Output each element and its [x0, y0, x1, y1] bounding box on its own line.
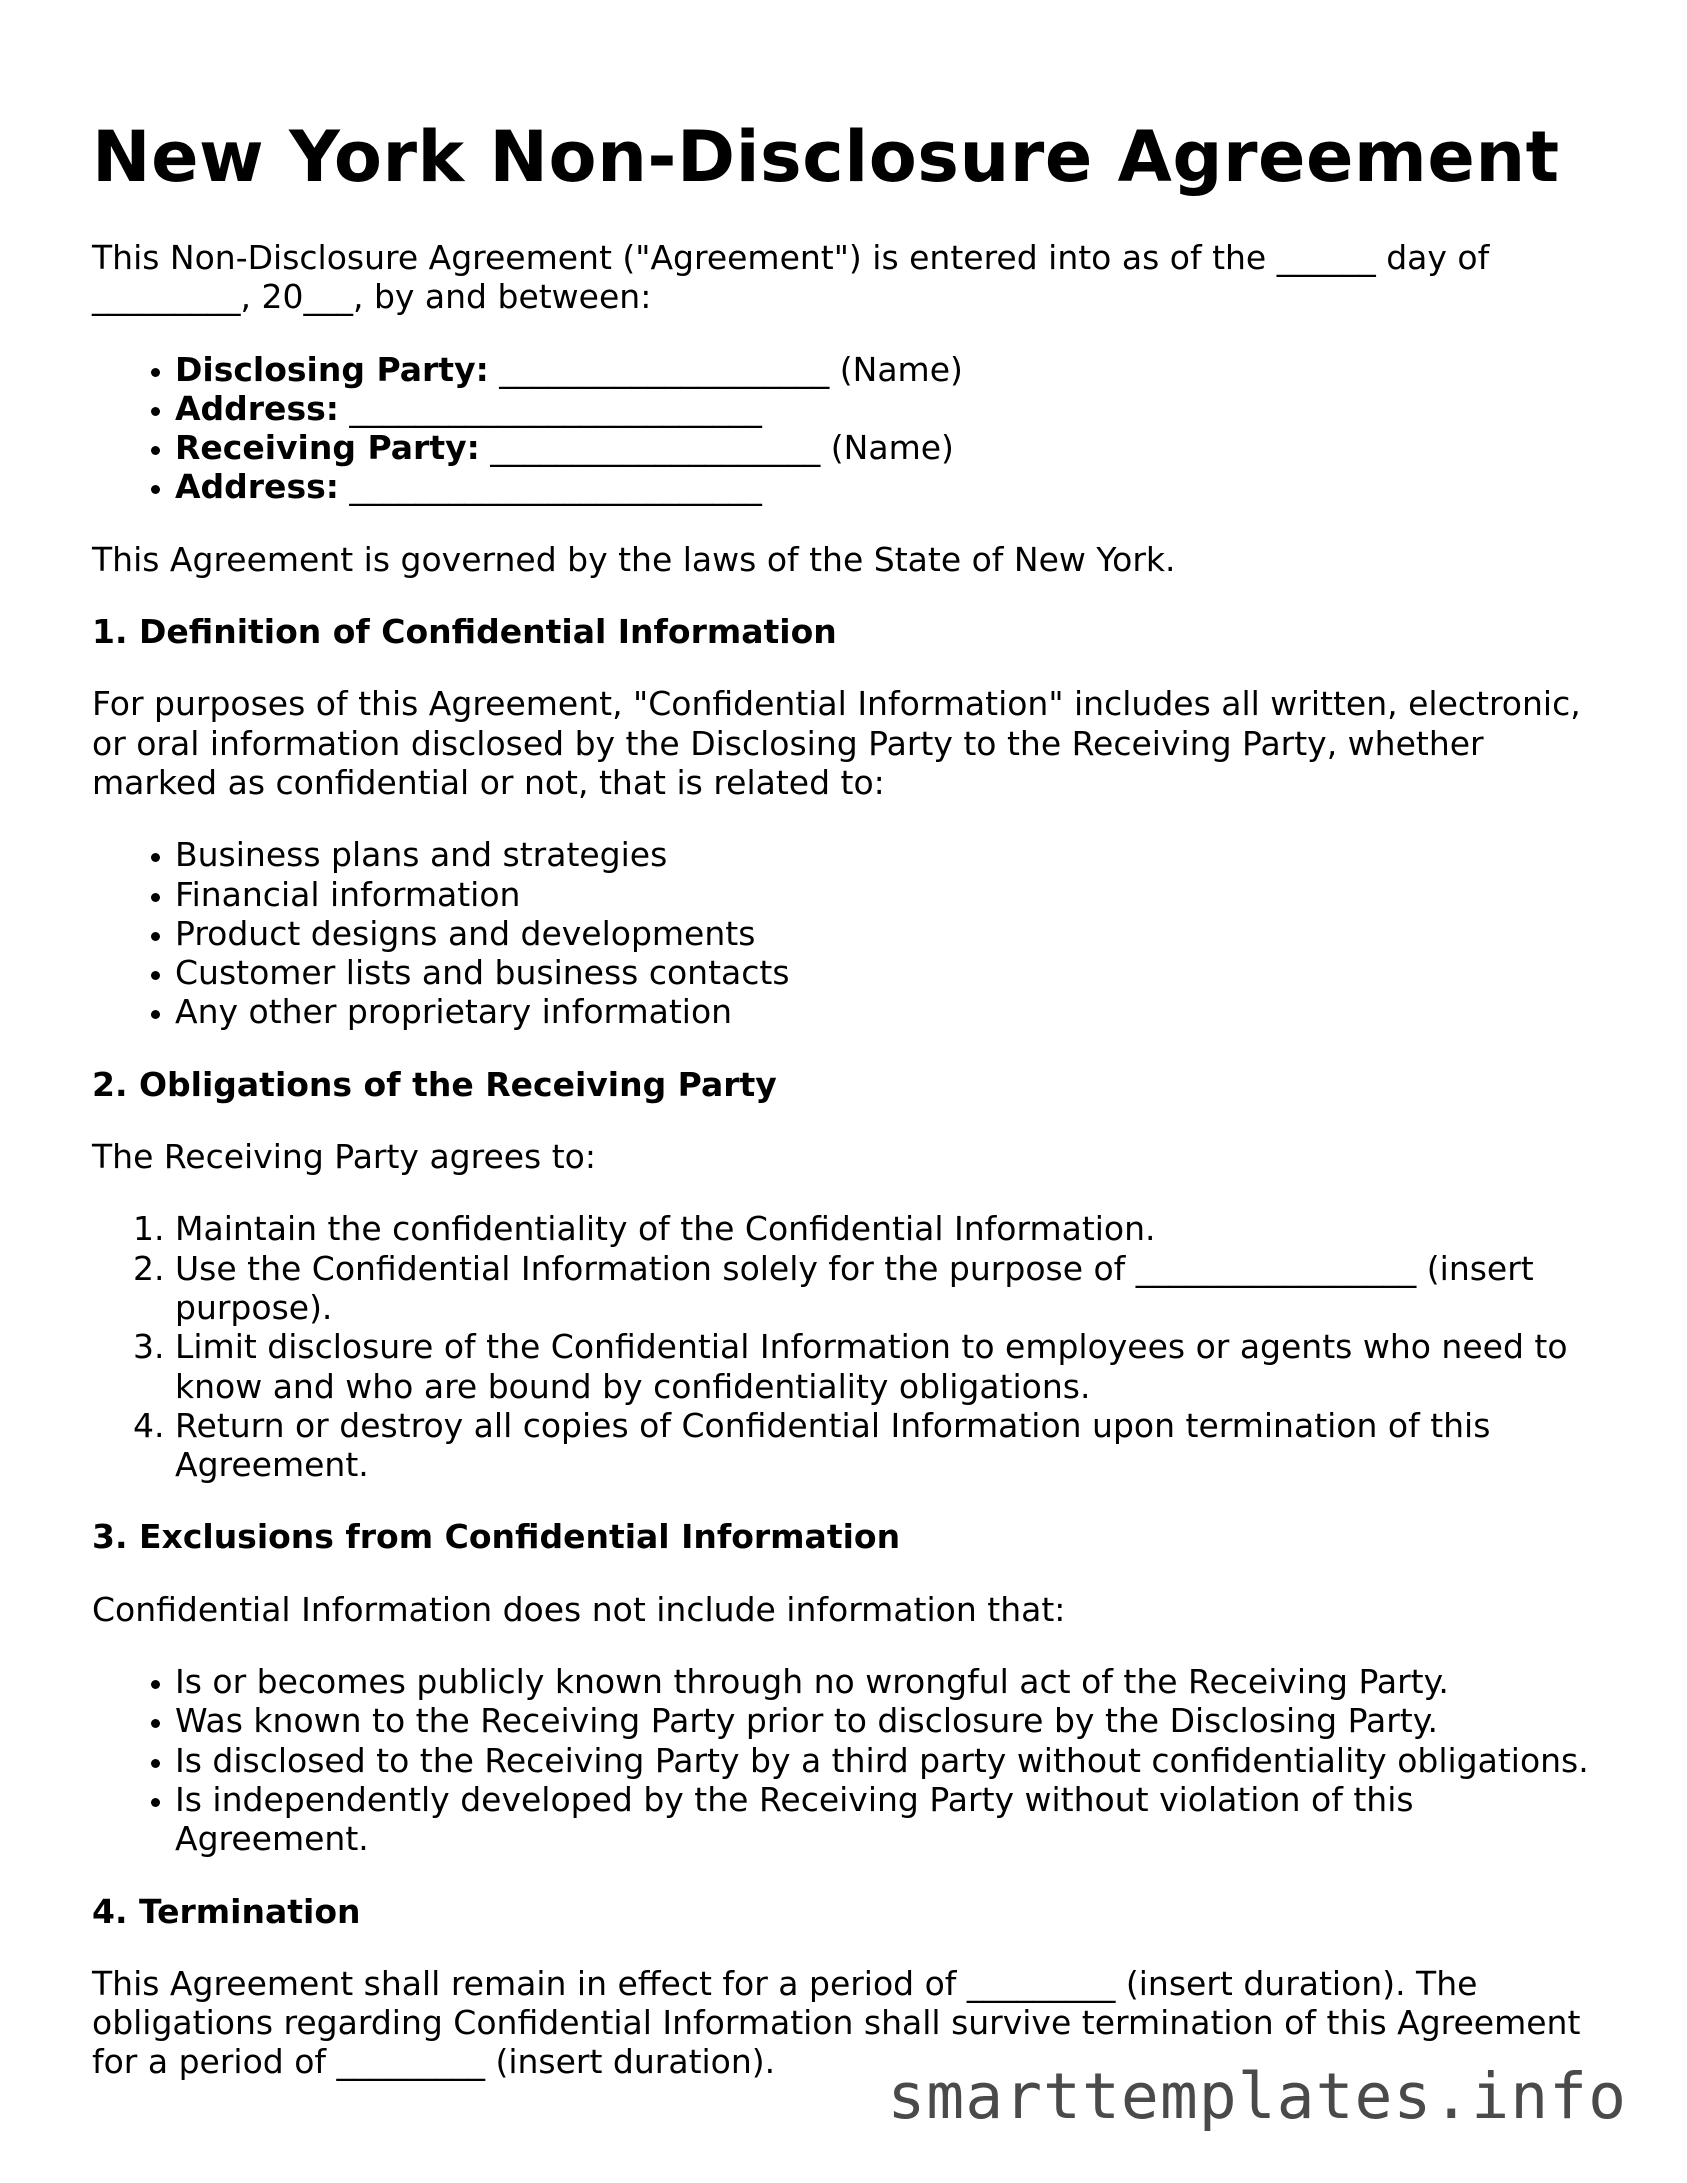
field-blank: ____________________ (Name) [479, 428, 954, 468]
intro-paragraph: This Non-Disclosure Agreement ("Agreement") is entered into as of the ______ day of _________, 20___, by and between: [92, 238, 1490, 317]
document-title: New York Non-Disclosure Agreement [92, 116, 1560, 198]
section-4-body: This Agreement shall remain in effect for a period of _________ (insert duration). The obligations regarding Confidential Information shall survive termination of this Agreement for a period of _________ (insert duration). [92, 1963, 1581, 2082]
field-label: Address: [175, 467, 339, 507]
list-item: 3. Limit disclosure of the Confidential Information to employees or agents who need to know and who are bound by confidentiality obligations. [175, 1327, 1592, 1406]
list-item: • Is disclosed to the Receiving Party by a third party without confidentiality obligations. [175, 1741, 1592, 1780]
watermark-text: smarttemplates.info [887, 2060, 1627, 2133]
section-3-heading: 3. Exclusions from Confidential Information [92, 1517, 901, 1557]
field-blank: _________________________ [338, 388, 762, 428]
receiving-address-field [175, 467, 1592, 506]
list-item: 1. Maintain the confidentiality of the Confidential Information. [175, 1209, 1592, 1248]
section-4-heading: 4. Termination [92, 1891, 361, 1931]
receiving-party-field [175, 428, 1592, 467]
field-blank: ____________________ (Name) [488, 349, 963, 389]
disclosing-party-field [175, 350, 1592, 389]
list-item: • Product designs and developments [175, 914, 1592, 953]
list-item: • Financial information [175, 875, 1592, 914]
section-2-list [92, 1209, 1592, 1484]
field-label: Disclosing Party: [175, 349, 489, 389]
list-item: • Was known to the Receiving Party prior to disclosure by the Disclosing Party. [175, 1701, 1592, 1740]
field-blank: _________________________ [338, 467, 762, 507]
section-3-intro: Confidential Information does not include information that: [92, 1589, 1066, 1629]
list-item: • Is independently developed by the Receiving Party without violation of this Agreement. [175, 1780, 1592, 1859]
list-item: • Business plans and strategies [175, 835, 1592, 874]
field-label: Receiving Party: [175, 428, 480, 468]
list-item: 4. Return or destroy all copies of Confidential Information upon termination of this Agreement. [175, 1406, 1592, 1485]
governing-law-paragraph: This Agreement is governed by the laws of the State of New York. [92, 539, 1176, 579]
field-label: Address: [175, 388, 339, 428]
parties-list [92, 350, 1592, 507]
document-body [92, 238, 1592, 2115]
section-2-intro: The Receiving Party agrees to: [92, 1137, 596, 1177]
section-1-intro: For purposes of this Agreement, "Confidential Information" includes all written, electronic, or oral information disclosed by the Disclosing Party to the Receiving Party, whether marked as confidential or not, that is related to: [92, 684, 1581, 802]
section-2-heading: 2. Obligations of the Receiving Party [92, 1064, 777, 1104]
list-item: • Customer lists and business contacts [175, 953, 1592, 992]
disclosing-address-field [175, 389, 1592, 428]
list-item: • Any other proprietary information [175, 992, 1592, 1031]
list-item: 2. Use the Confidential Information solely for the purpose of _________________ (insert purpose). [175, 1249, 1592, 1328]
list-item: • Is or becomes publicly known through no wrongful act of the Receiving Party. [175, 1662, 1592, 1701]
section-3-list [92, 1662, 1592, 1858]
section-1-heading: 1. Definition of Confidential Information [92, 612, 837, 652]
section-1-list [92, 835, 1592, 1031]
